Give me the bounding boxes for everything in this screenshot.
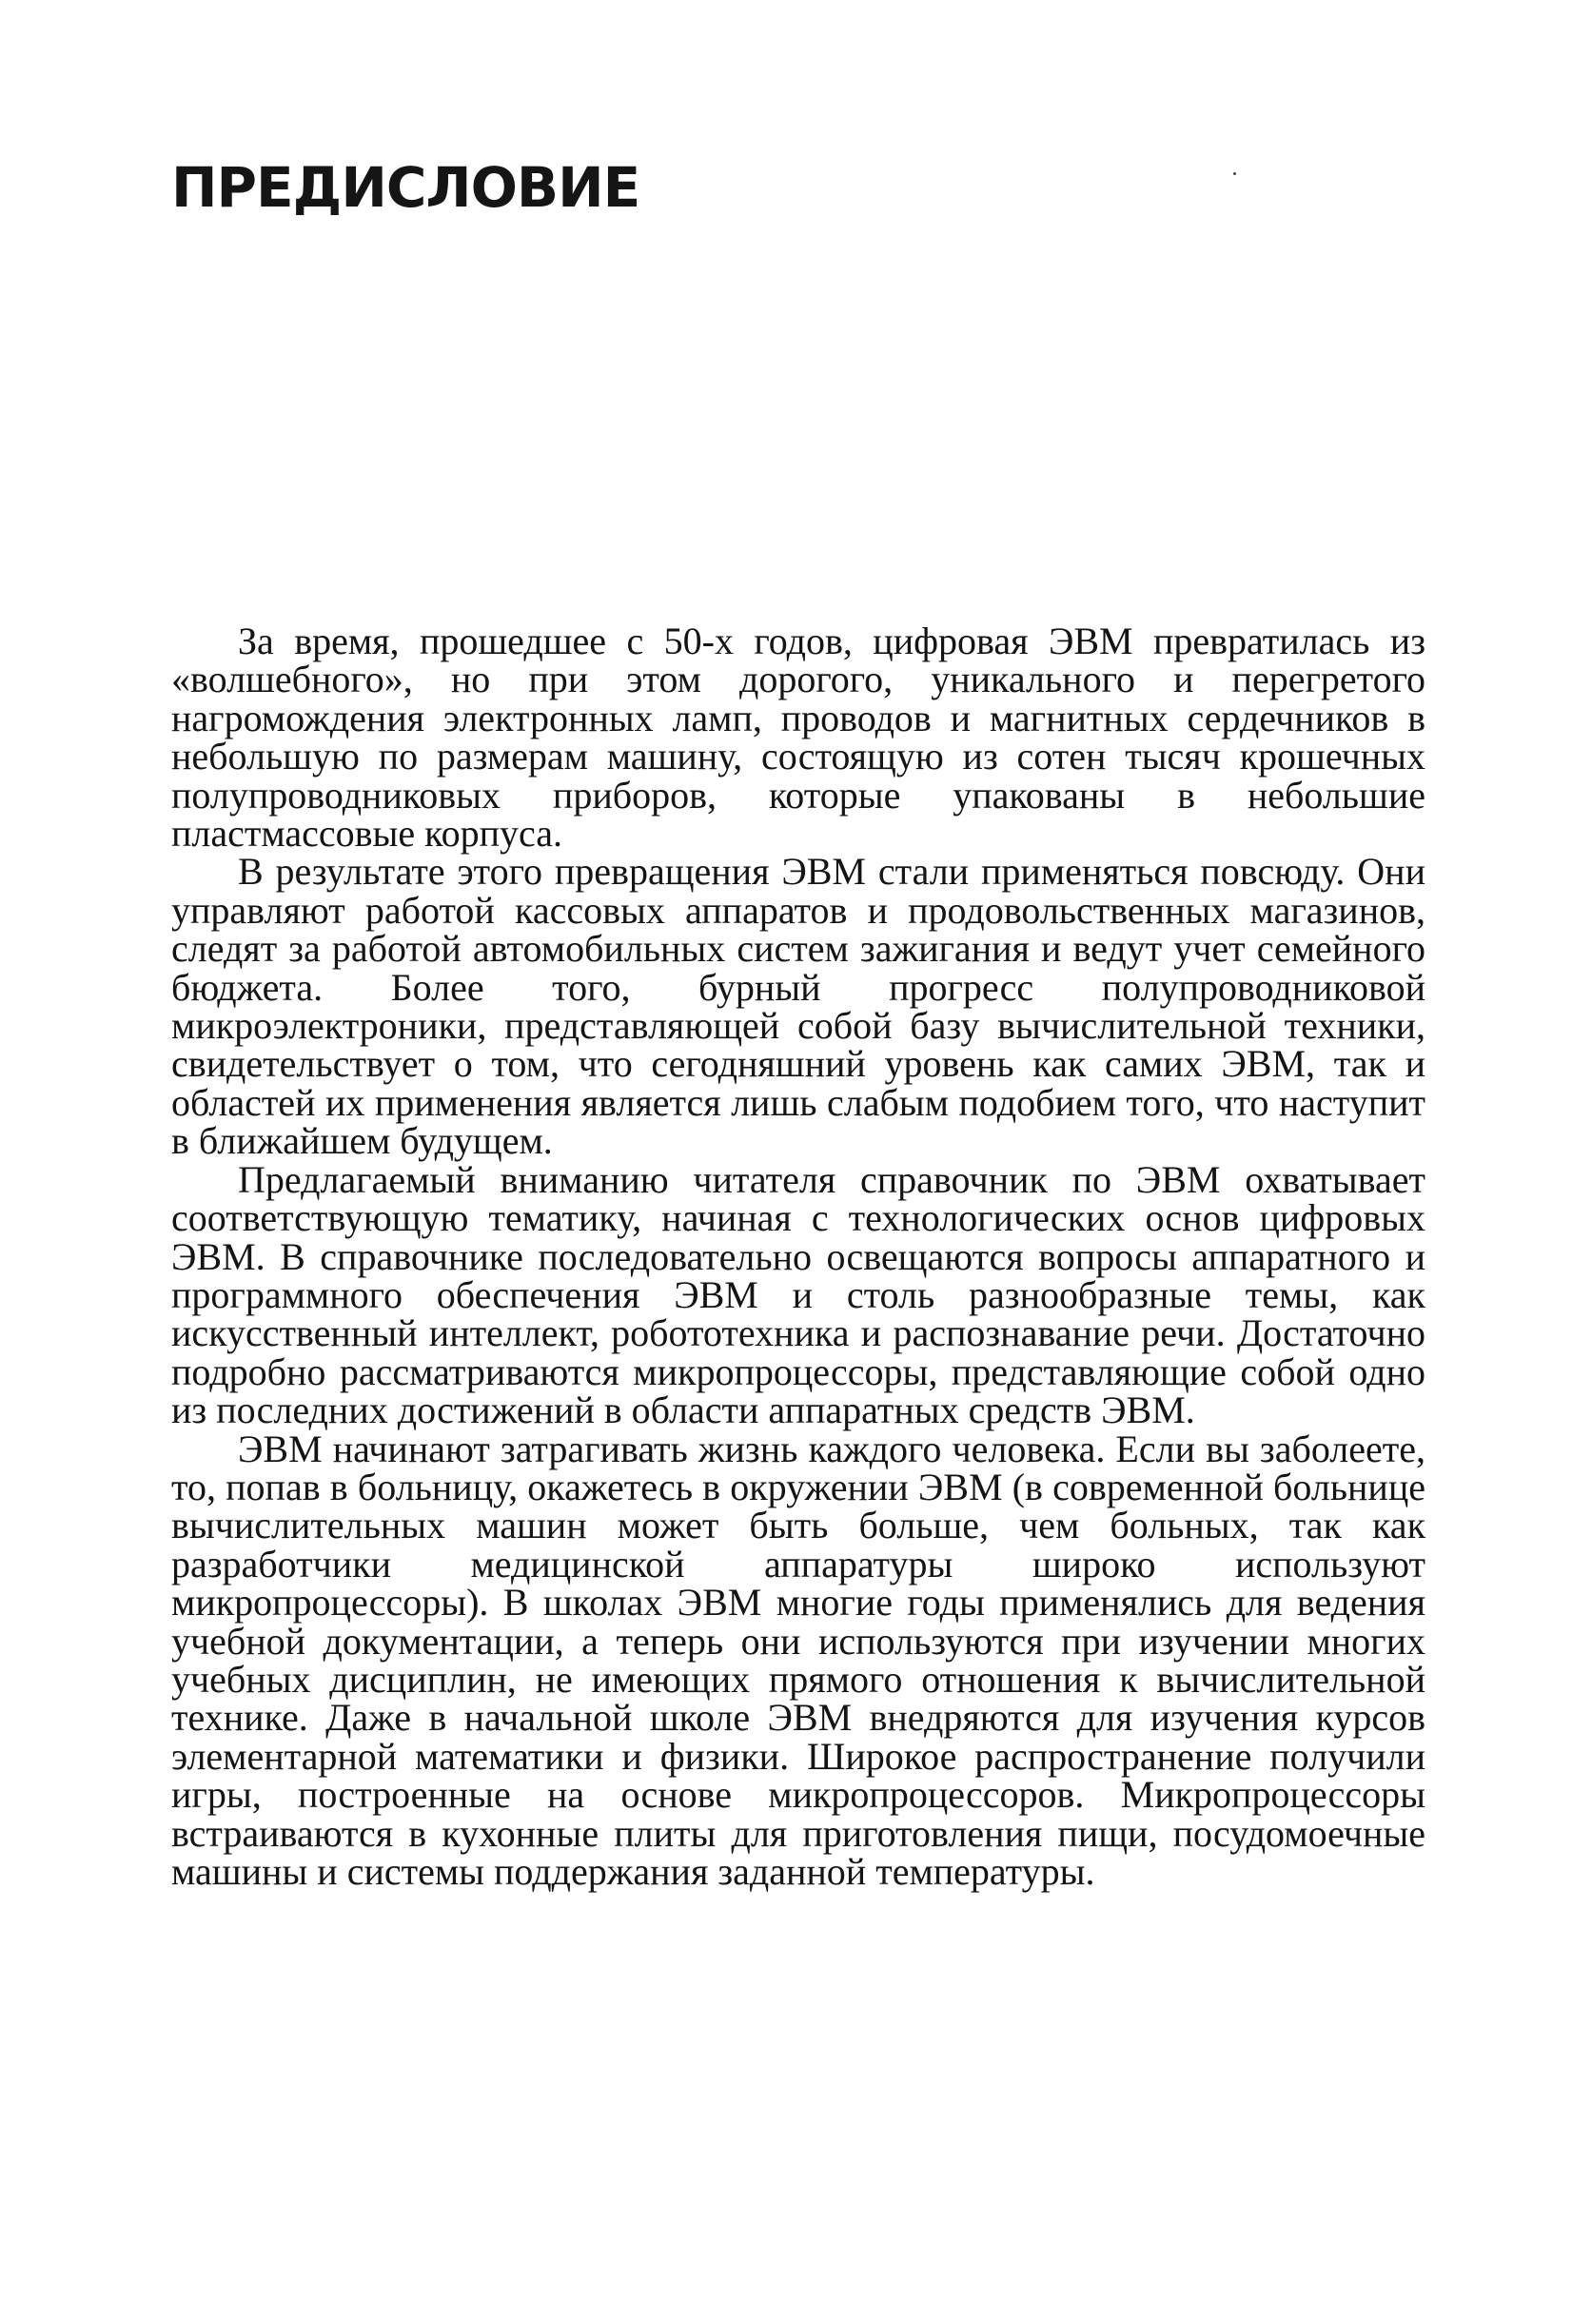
stray-dot	[1233, 172, 1236, 175]
body-text	[171, 622, 1425, 1891]
paragraph-1: За время, прошедшее с 50-х годов, цифровая ЭВМ превратилась из «волшебного», но при этом дорогого, уникального и перегретого нагромождения электронных ламп, проводов и магнитных сердечников в небольшую по размерам машину, состоящую из сотен тысяч крошечных полупроводниковых приборов, которые упакованы в небольшие пластмассовые корпуса.	[171, 620, 1425, 856]
page-title: ПРЕДИСЛОВИЕ	[171, 155, 640, 220]
paragraph-2: В результате этого превращения ЭВМ стали применяться повсюду. Они управляют работой кассовых аппаратов и продовольственных магазинов, следят за работой автомобильных систем зажигания и ведут учет семейного бюджета. Более того, бурный прогресс полупроводниковой микроэлектроники, представляющей собой базу вычислительной техники, свидетельствует о том, что сегодняшний уровень как самих ЭВМ, так и областей их применения является лишь слабым подобием того, что наступит в ближайшем будущем.	[171, 850, 1425, 1163]
paragraph-3: Предлагаемый вниманию читателя справочник по ЭВМ охватывает соответствующую тематику, начиная с технологических основ цифровых ЭВМ. В справочнике последовательно освещаются вопросы аппаратного и программного обеспечения ЭВМ и столь разнообразные темы, как искусственный интеллект, робототехника и распознавание речи. Достаточно подробно рассматриваются микропроцессоры, представляющие собой одно из последних достижений в области аппаратных средств ЭВМ.	[171, 1157, 1425, 1432]
paragraph-4: ЭВМ начинают затрагивать жизнь каждого человека. Если вы заболеете, то, попав в больницу, окажетесь в окружении ЭВМ (в современной больнице вычислительных машин может быть больше, чем больных, так как разработчики медицинской аппаратуры широко используют микропроцессоры). В школах ЭВМ многие годы применялись для ведения учебной документации, а теперь они используются при изучении многих учебных дисциплин, не имеющих прямого отношения к вычислительной технике. Даже в начальной школе ЭВМ внедряются для изучения курсов элементарной математики и физики. Широкое распространение получили игры, построенные на основе микропроцессоров. Микропроцессоры встраиваются в кухонные плиты для приготовления пищи, посудомоечные машины и системы поддержания заданной температуры.	[171, 1427, 1425, 1893]
